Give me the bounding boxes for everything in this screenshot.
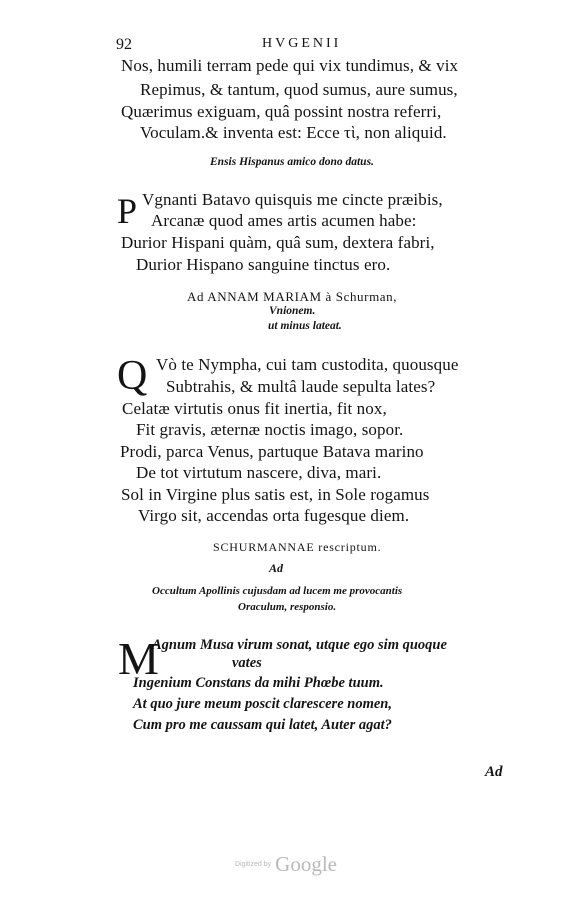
poem3-line-4: Fit gravis, æternæ noctis imago, sopor. — [136, 420, 404, 439]
poem4-line-2: vates — [232, 655, 262, 671]
poem2-line-3: Durior Hispani quàm, quâ sum, dextera fabri, — [121, 233, 435, 252]
poem1-line-4: Voculam.& inventa est: Ecce τὶ, non aliquid. — [140, 123, 447, 142]
poem4-line-3: Ingenium Constans da mihi Phœbe tuum. — [133, 675, 384, 691]
poem2-title: Ensis Hispanus amico dono datus. — [210, 156, 374, 168]
poem3-line-1: Vò te Nympha, cui tam custodita, quousque — [156, 355, 459, 374]
digitization-footer — [0, 852, 572, 877]
poem4-line-5: Cum pro me caussam qui latet, Auter agat? — [133, 717, 392, 733]
poem4-title-line-2: Ad — [269, 561, 284, 575]
poem3-drop-cap: Q — [117, 353, 148, 399]
poem3-line-6: De tot virtutum nascere, diva, mari. — [136, 463, 382, 482]
catchword: Ad — [485, 764, 503, 780]
poem3-line-2: Subtrahis, & multâ laude sepulta lates? — [166, 377, 436, 396]
poem2-line-2: Arcanæ quod ames artis acumen habe: — [151, 211, 417, 230]
page-number: 92 — [116, 36, 132, 53]
running-title: HVGENII — [262, 36, 342, 51]
poem4-title-line-1: SCHURMANNAE rescriptum. — [213, 540, 382, 554]
poem3-title-line-3: ut minus lateat. — [268, 320, 342, 332]
poem1-line-1: Nos, humili terram pede qui vix tundimus, & vix — [121, 56, 459, 75]
google-wordmark: Google — [275, 852, 337, 876]
poem3-line-8: Virgo sit, accendas orta fugesque diem. — [138, 506, 410, 525]
poem3-line-3: Celatæ virtutis onus fit inertia, fit nox, — [122, 399, 387, 418]
poem1-line-3: Quærimus exiguam, quâ possint nostra referri, — [121, 102, 442, 121]
poem3-line-7: Sol in Virgine plus satis est, in Sole rogamus — [121, 485, 430, 504]
poem3-line-5: Prodi, parca Venus, partuque Batava marino — [120, 442, 424, 461]
poem1-line-2: Repimus, & tantum, quod sumus, aure sumus, — [140, 80, 458, 99]
poem3-title-line-1: Ad ANNAM MARIAM à Schurman, — [187, 289, 398, 304]
poem2-line-1: Vgnanti Batavo quisquis me cincte præibis, — [142, 190, 443, 209]
poem4-title-line-4: Oraculum, responsio. — [238, 601, 337, 613]
poem4-line-1: Agnum Musa virum sonat, utque ego sim quoque — [152, 637, 447, 653]
poem3-title-line-2: Vnionem. — [269, 305, 316, 317]
poem4-drop-cap: M — [118, 633, 159, 684]
digitized-label: Digitized by — [234, 861, 272, 868]
poem2-drop-cap: P — [117, 191, 138, 231]
poem2-line-4: Durior Hispano sanguine tinctus ero. — [136, 255, 391, 274]
poem4-line-4: At quo jure meum poscit clarescere nomen, — [133, 696, 392, 712]
poem4-title-line-3: Occultum Apollinis cujusdam ad lucem me provocantis — [152, 585, 403, 597]
